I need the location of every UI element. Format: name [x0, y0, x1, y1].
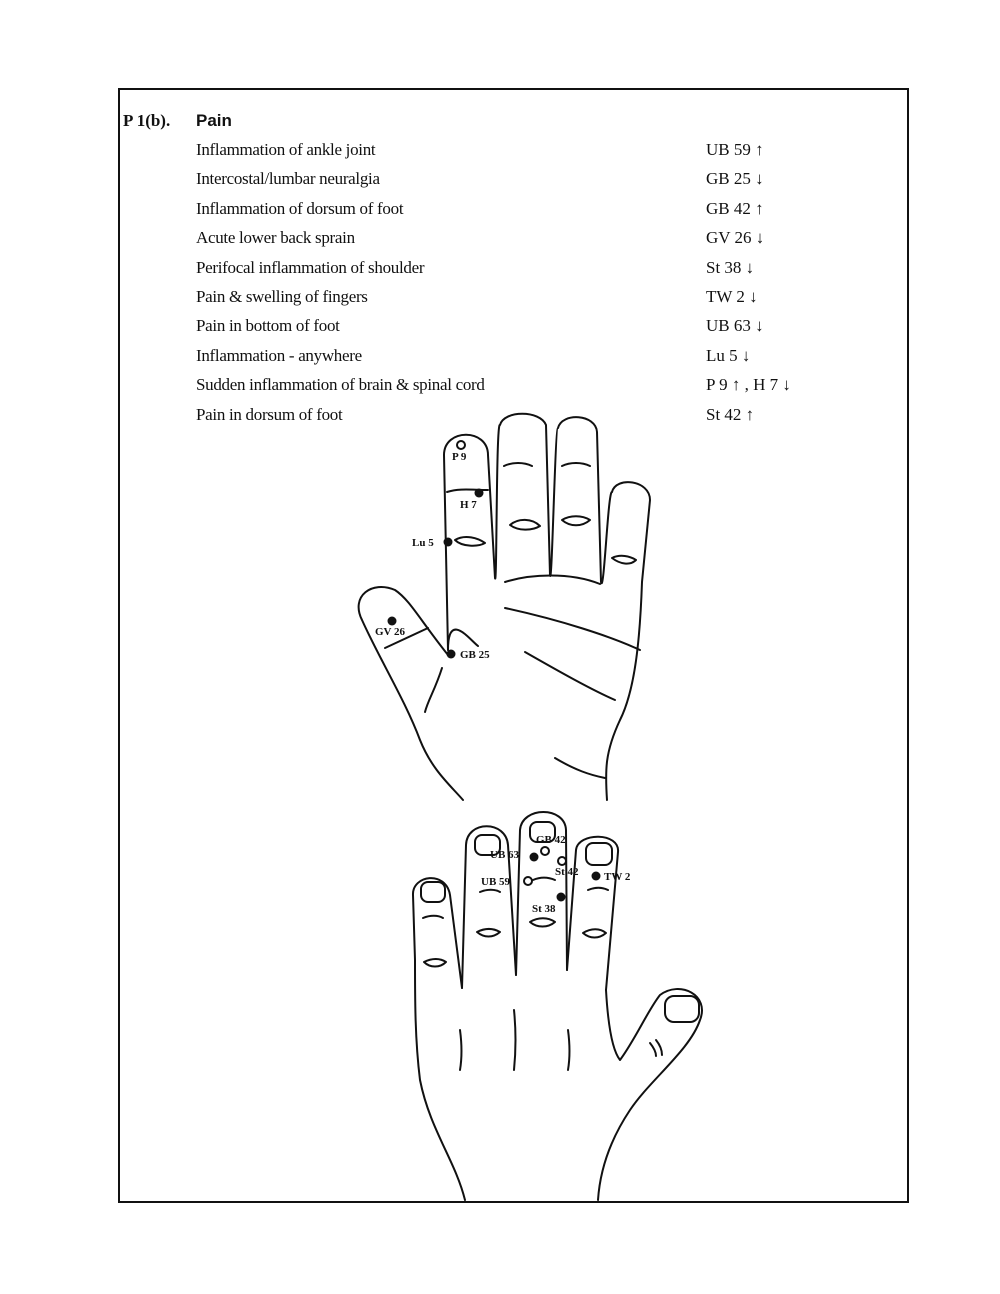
point-prescription: St 42 ↑	[706, 404, 755, 424]
condition-text: Inflammation - anywhere	[196, 345, 362, 365]
p9-point	[457, 441, 465, 449]
label-h7: H 7	[460, 499, 477, 511]
gb25-point	[447, 650, 456, 659]
label-st42: St 42	[555, 866, 579, 878]
condition-text: Inflammation of ankle joint	[196, 140, 376, 159]
ub59-point	[524, 877, 532, 885]
gv26-point	[388, 617, 397, 626]
condition-text: Perifocal inflammation of shoulder	[196, 257, 425, 277]
point-prescription: P 9 ↑ , H 7 ↓	[706, 375, 791, 395]
label-lu5: Lu 5	[412, 537, 434, 549]
section-title: Pain	[196, 111, 232, 130]
point-prescription: GV 26 ↓	[706, 228, 765, 248]
point-prescription: UB 59 ↑	[706, 140, 764, 159]
point-prescription: UB 63 ↓	[706, 316, 764, 336]
label-gb42: GB 42	[536, 834, 566, 846]
ub63-point	[530, 853, 539, 862]
label-p9: P 9	[452, 451, 467, 463]
h7-point	[475, 489, 484, 498]
point-prescription: GB 25 ↓	[706, 169, 764, 189]
label-ub59: UB 59	[481, 876, 511, 888]
point-prescription: GB 42 ↑	[706, 198, 764, 218]
lu5-point	[444, 538, 453, 547]
condition-text: Pain in bottom of foot	[196, 316, 340, 336]
palm-point-labels	[375, 451, 490, 661]
gb42-point	[541, 847, 549, 855]
st38-point	[557, 893, 566, 902]
palm-hand-drawing	[359, 414, 650, 800]
label-tw2: TW 2	[604, 871, 631, 883]
condition-text: Pain in dorsum of foot	[196, 404, 343, 424]
label-st38: St 38	[532, 903, 556, 915]
condition-text: Sudden inflammation of brain & spinal cord	[196, 375, 485, 395]
point-prescription: Lu 5 ↓	[706, 345, 751, 365]
label-ub63: UB 63	[490, 849, 520, 861]
section-code: P 1(b).	[123, 111, 171, 130]
st42-point	[558, 857, 566, 865]
label-gv26: GV 26	[375, 626, 406, 638]
condition-text: Intercostal/lumbar neuralgia	[196, 169, 380, 189]
condition-text: Inflammation of dorsum of foot	[196, 198, 404, 218]
tw2-point	[592, 872, 601, 881]
label-gb25: GB 25	[460, 649, 490, 661]
dorsal-point-labels	[481, 834, 631, 915]
point-prescription: St 38 ↓	[706, 257, 755, 277]
point-prescription: TW 2 ↓	[706, 286, 758, 306]
condition-text: Acute lower back sprain	[196, 228, 355, 248]
condition-text: Pain & swelling of fingers	[196, 286, 368, 306]
